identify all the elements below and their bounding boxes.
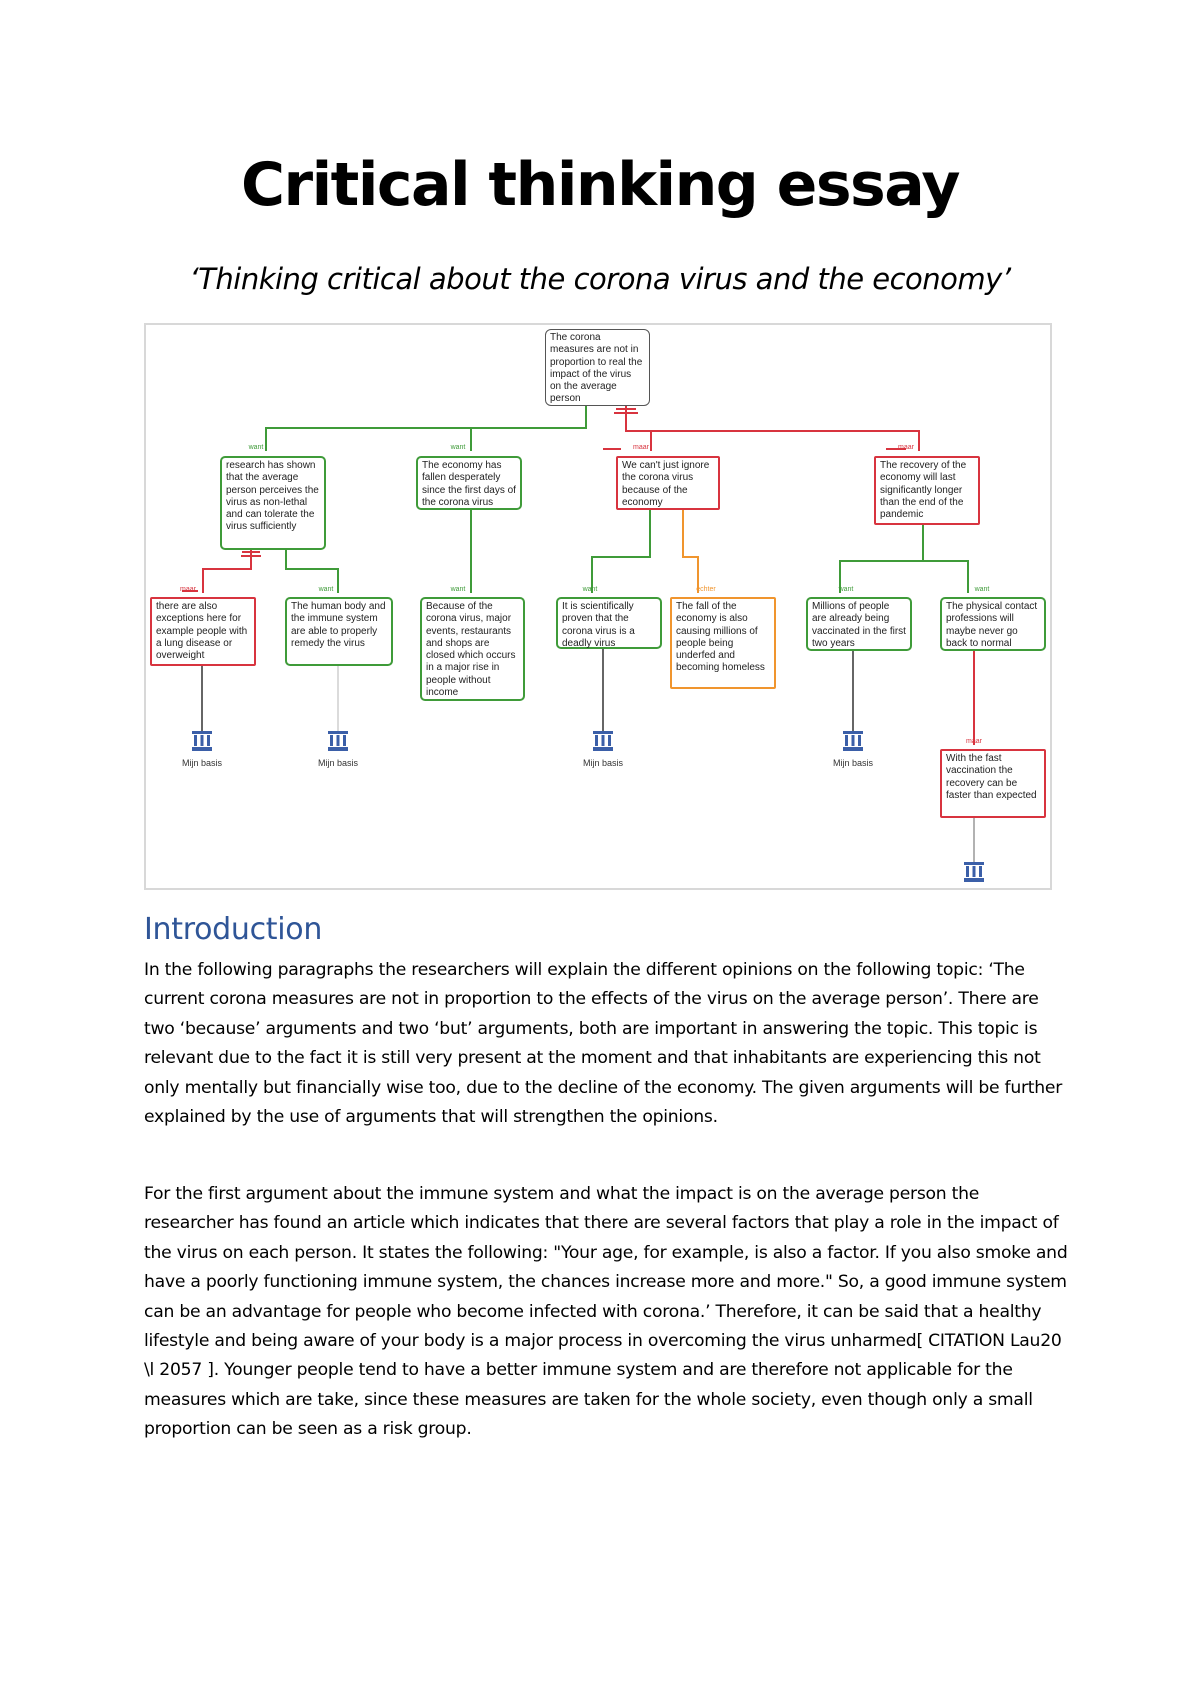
basis-label: Mijn basis (582, 758, 623, 768)
basis-label: Mijn basis (181, 758, 222, 768)
node-because-1: research has shown that the average person perceives the virus as non-lethal and can tolerate the virus sufficiently (220, 456, 326, 550)
node-sub-because-1b: The human body and the immune system are able to properly remedy the virus (285, 597, 393, 666)
basis-label: Mijn basis (832, 758, 873, 768)
column-icon (842, 730, 864, 752)
node-because-2: The economy has fallen desperately since the first days of the corona virus (416, 456, 522, 510)
connector-main-but-2 (626, 406, 919, 451)
column-icon (963, 861, 985, 883)
edge-label-sub-because-4a: want (838, 586, 854, 593)
node-sub-but-4b: With the fast vaccination the recovery can be faster than expected (940, 749, 1046, 818)
node-main-claim: The corona measures are not in proportion to real the impact of the virus on the average person (545, 329, 650, 406)
connector-but2-sub-because-a (840, 525, 923, 593)
node-sub-because-4a: Millions of people are already being vaccinated in the first two years (806, 597, 912, 651)
node-sub-because-2: Because of the corona virus, major events, restaurants and shops are closed which occurs in a major rise in people without income (420, 597, 525, 701)
edge-label-sub-but-1a: maar (180, 586, 196, 593)
basis-marker (308, 730, 368, 768)
edge-label-but-1: maar (633, 444, 649, 451)
column-icon (327, 730, 349, 752)
basis-marker (944, 861, 1004, 888)
node-but-2: The recovery of the economy will last significantly longer than the end of the pandemic (874, 456, 980, 525)
edge-label-sub-because-2: want (450, 586, 466, 593)
node-sub-because-3a: It is scientifically proven that the corona virus is a deadly virus (556, 597, 662, 649)
edge-label-because-2: want (450, 444, 466, 451)
edge-label-because-1: want (248, 444, 264, 451)
basis-label: Mijn basis (317, 758, 358, 768)
edge-label-sub-because-4b: want (974, 586, 990, 593)
basis-marker (172, 730, 232, 768)
section-heading-introduction: Introduction (144, 912, 323, 947)
paragraph-1: In the following paragraphs the researchers will explain the different opinions on the following topic: ‘The current corona measures are not in proportion to the effects of the virus on the average person’. There are two ‘because’ arguments and two ‘but’ arguments, both are important in answering the topic. This topic is relevant due to the fact it is still very present at the moment and that inhabitants are experiencing this not only mentally but financially wise too, due to the decline of the economy. The given arguments will be further explained by the use of arguments that will strengthen the opinions. (144, 960, 1063, 1128)
node-sub-however-3b: The fall of the economy is also causing millions of people being underfed and becoming homeless (670, 597, 776, 689)
basis-marker (573, 730, 633, 768)
column-icon (191, 730, 213, 752)
edge-label-sub-because-1b: want (318, 586, 334, 593)
column-icon (592, 730, 614, 752)
paragraph-2: For the first argument about the immune system and what the impact is on the average person the researcher has found an article which indicates that there are several factors that play a role in the impact of the virus on each person. It states the following: "Your age, for example, is also a factor. If you also smoke and have a poorly functioning immune system, the chances increase more and more." So, a good immune system can be an advantage for people who become infected with corona.’ Therefore, it can be said that a healthy lifestyle and being aware of your body is a major process in overcoming the virus unharmed[ CITATION Lau20 \l 2057 ]. Younger people tend to have a better immune system and are therefore not applicable for the measures which are take, since these measures are taken for the whole society, even though only a small proportion can be seen as a risk group. (144, 1184, 1068, 1440)
document-title: Critical thinking essay (240, 150, 960, 220)
connector-but1-sub-however (683, 510, 698, 593)
edge-label-sub-because-3a: want (582, 586, 598, 593)
connector-but2-sub-because-b (923, 525, 968, 593)
connector-main-because-2 (471, 406, 586, 451)
edge-label-sub-but-4b: maar (966, 738, 982, 745)
node-sub-but-1a: there are also exceptions here for example people with a lung disease or overweight (150, 597, 256, 666)
node-sub-because-4b: The physical contact professions will maybe never go back to normal (940, 597, 1046, 651)
basis-marker (823, 730, 883, 768)
node-but-1: We can't just ignore the corona virus because of the economy (616, 456, 720, 510)
edge-label-but-2: maar (898, 444, 914, 451)
edge-label-sub-however-3b: echter (696, 586, 716, 593)
argument-map (144, 323, 1052, 890)
document-subtitle: ‘Thinking critical about the corona virus and the economy’ (189, 262, 1011, 296)
connector-but1-sub-because (592, 510, 650, 593)
